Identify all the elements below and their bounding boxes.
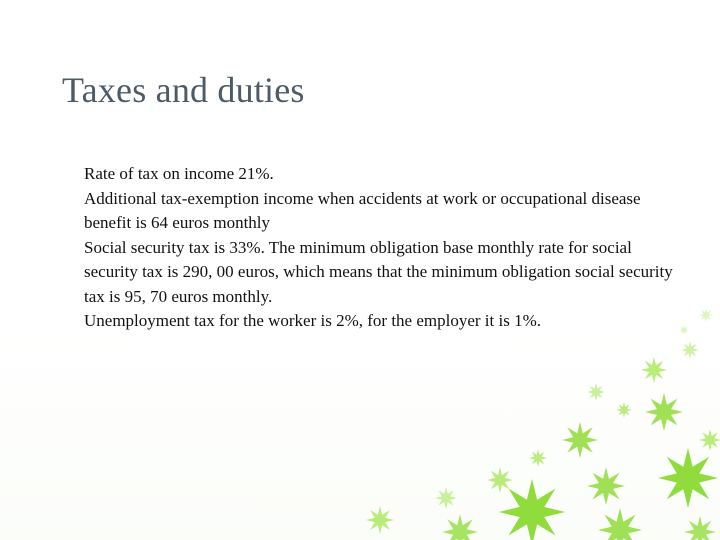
snowflake-icon bbox=[598, 508, 642, 540]
snowflake-icon bbox=[681, 341, 699, 359]
snowflake-icon bbox=[684, 516, 716, 540]
bullet-item-income-tax: Rate of tax on income 21%. bbox=[84, 164, 274, 183]
snowflake-icon bbox=[499, 479, 565, 540]
bullet-item-unemployment: Unemployment tax for the worker is 2%, for the employer it is 1%. bbox=[84, 311, 541, 330]
bullet-item-tax-exemption: Additional tax-exemption income when accidents at work or occupational disease benefit is 64 euros monthly bbox=[84, 188, 641, 232]
snowflake-icon bbox=[442, 514, 478, 540]
snowflake-icon bbox=[641, 357, 667, 383]
bullet-item-social-security: Social security tax is 33%. The minimum obligation base monthly rate for social security tax is 290, 00 euros, which means that the minimum obligation social security tax is 95, 70 euros monthly. bbox=[84, 237, 673, 306]
snowflake-icon bbox=[587, 467, 625, 505]
snowflake-icon bbox=[366, 506, 394, 534]
snowflake-icon bbox=[699, 308, 713, 322]
slide-title: Taxes and duties bbox=[62, 70, 305, 110]
bullet-list bbox=[84, 162, 684, 334]
snowflake-icon bbox=[435, 487, 457, 509]
snowflake-icon bbox=[645, 393, 683, 431]
snowflake-icon bbox=[699, 429, 720, 451]
snowflake-icon bbox=[487, 467, 513, 493]
snowflake-icon bbox=[529, 449, 547, 467]
snowflake-icon bbox=[587, 383, 605, 401]
snowflake-icon bbox=[616, 402, 632, 418]
snowflake-icon bbox=[658, 448, 718, 508]
snowflake-icon bbox=[562, 422, 598, 458]
